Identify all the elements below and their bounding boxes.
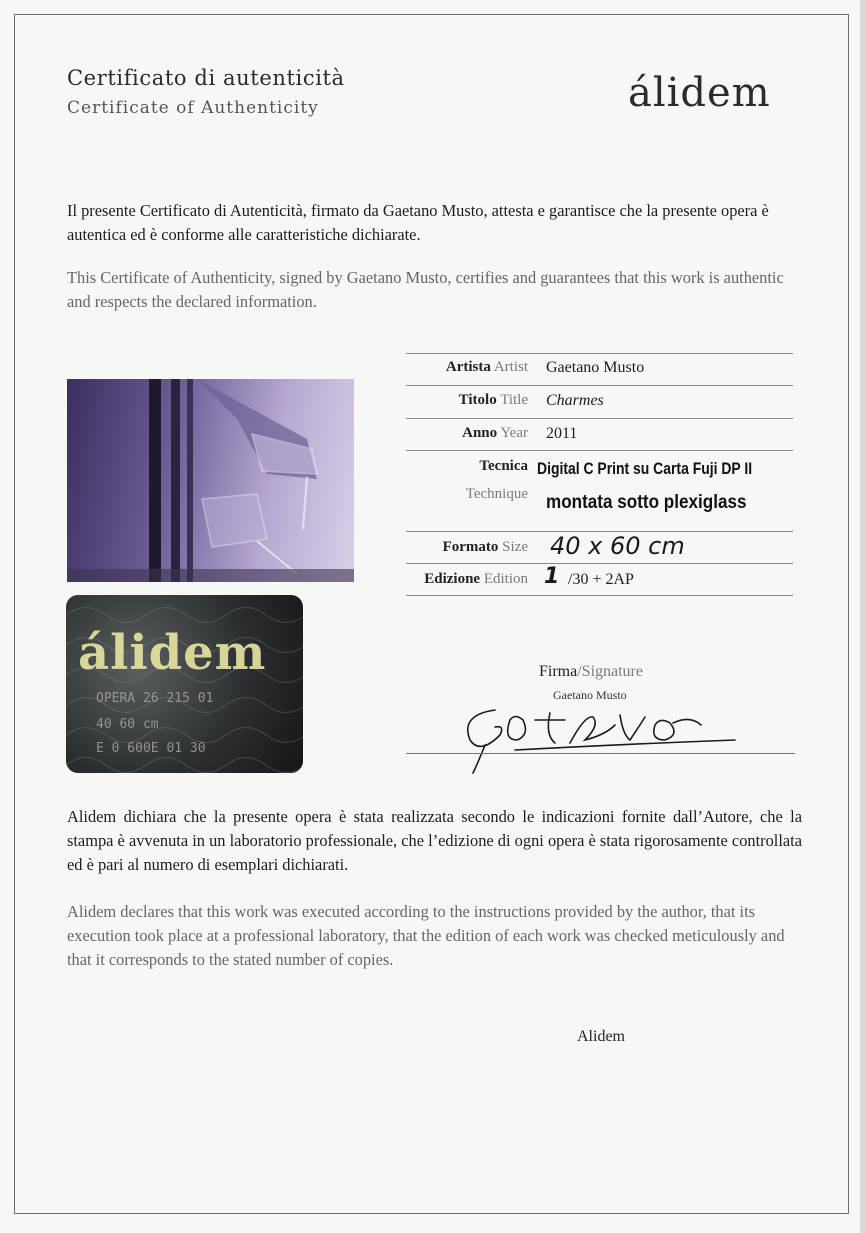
edition-label: Edizione Edition	[424, 571, 528, 587]
size-value: 40 x 60 cm	[550, 532, 685, 560]
table-rule	[406, 595, 793, 596]
artist-label: Artista Artist	[445, 359, 528, 375]
title-english: Certificate of Authenticity	[67, 98, 319, 118]
handwritten-signature	[455, 695, 745, 775]
hologram-code-line3: E 0 600E 01 30	[96, 741, 206, 756]
hologram-code-line1: OPERA 26 215 01	[96, 691, 214, 706]
signature-heading: Firma/Signature	[539, 663, 643, 680]
technique-value-line2: montata sotto plexiglass	[546, 492, 747, 513]
technique-value-line1: Digital C Print su Carta Fuji DP II	[537, 459, 753, 478]
table-rule	[406, 385, 793, 386]
table-rule	[406, 450, 793, 451]
declaration-english: Alidem declares that this work was executed according to the instructions provided by the author, that its execution took place at a professional laboratory, that the edition of each work was checked meticulously and that it corresponds to the stated number of copies.	[67, 902, 785, 969]
year-label: Anno Year	[462, 425, 528, 441]
technique-label-en: Technique	[465, 486, 528, 502]
table-rule	[406, 563, 793, 564]
edition-number: 1	[544, 564, 560, 589]
signer-name: Gaetano Musto	[553, 688, 627, 702]
hologram-code-line2: 40 60 cm	[96, 717, 159, 732]
title-italian: Certificato di autenticità	[67, 66, 345, 90]
artwork-photo	[67, 379, 354, 582]
hologram-logo: álidem	[78, 625, 267, 681]
intro-italian: Il presente Certificato di Autenticità, firmato da Gaetano Musto, attesta e garantisce che la presente opera è autentica ed è conforme alle caratteristiche dichiarate.	[67, 201, 769, 244]
title-value: Charmes	[546, 392, 604, 409]
table-rule	[406, 353, 793, 354]
paper-edge	[860, 0, 866, 1233]
artwork-illustration	[67, 379, 354, 582]
artist-value: Gaetano Musto	[546, 359, 645, 376]
declaration-italian: Alidem dichiara che la presente opera è stata realizzata secondo le indicazioni fornite dall’Autore, che la stampa è avvenuta in un laboratorio professionale, che l’edizione di ogni opera è stata rigorosamente controllata ed è pari al numero di esemplari dichiarati.	[67, 807, 802, 874]
year-value: 2011	[546, 425, 578, 442]
edition-total: /30 + 2AP	[568, 571, 634, 588]
alidem-signer: Alidem	[577, 1028, 625, 1045]
alidem-logo: álidem	[628, 70, 771, 116]
intro-english: This Certificate of Authenticity, signed by Gaetano Musto, certifies and guarantees that this work is authentic and respects the declared information.	[67, 268, 784, 311]
signature-line	[406, 753, 795, 754]
table-rule	[406, 418, 793, 419]
title-label: Titolo Title	[458, 392, 528, 408]
authenticity-hologram	[66, 595, 303, 773]
technique-label-it: Tecnica	[479, 458, 528, 474]
size-label: Formato Size	[442, 539, 528, 555]
